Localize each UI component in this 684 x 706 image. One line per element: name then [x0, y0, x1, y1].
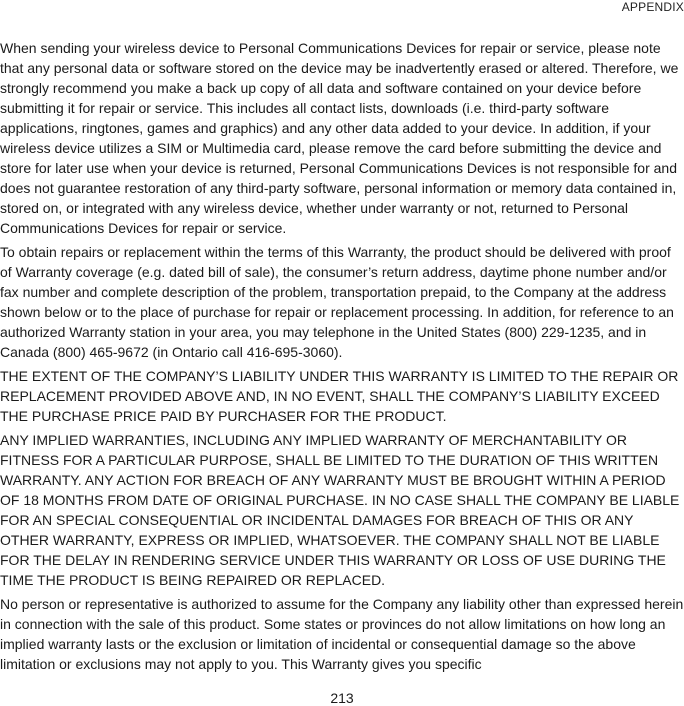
paragraph-liability-limit: THE EXTENT OF THE COMPANY’S LIABILITY UNDER THIS WARRANTY IS LIMITED TO THE REPAIR OR REPLACEMENT PROVIDED ABOVE AND, IN NO EVENT, SHALL THE COMPANY’S LIABILITY EXCEED THE PURCHASE PRICE PAID BY PURCHASER FOR THE PRODUCT.	[0, 368, 679, 424]
section-header: APPENDIX	[621, 0, 684, 14]
page-number: 213	[330, 690, 354, 706]
document-body	[0, 38, 684, 678]
paragraph-repair-procedure: To obtain repairs or replacement within the terms of this Warranty, the product should be delivered with proof of Warranty coverage (e.g. dated bill of sale), the consumer’s return address, daytime phone number and/or fax number and complete description of the problem, transportation prepaid, to the Company at the address shown below or to the place of purchase for repair or replacement processing. In addition, for reference to an authorized Warranty station in your area, you may telephone in the United States (800) 229-1235, and in Canada (800) 465-9672 (in Ontario call 416-695-3060).	[0, 244, 674, 360]
paragraph-no-representative: No person or representative is authorized to assume for the Company any liability other than expressed herein in connection with the sale of this product. Some states or provinces do not allow limitations on how long an implied warranty lasts or the exclusion or limitation of incidental or consequential damage so the above limitation or exclusions may not apply to you. This Warranty gives you specific	[0, 596, 684, 672]
paragraph-implied-warranties: ANY IMPLIED WARRANTIES, INCLUDING ANY IMPLIED WARRANTY OF MERCHANTABILITY OR FITNESS FOR A PARTICULAR PURPOSE, SHALL BE LIMITED TO THE DURATION OF THIS WRITTEN WARRANTY. ANY ACTION FOR BREACH OF ANY WARRANTY MUST BE BROUGHT WITHIN A PERIOD OF 18 MONTHS FROM DATE OF ORIGINAL PURCHASE. IN NO CASE SHALL THE COMPANY BE LIABLE FOR AN SPECIAL CONSEQUENTIAL OR INCIDENTAL DAMAGES FOR BREACH OF THIS OR ANY OTHER WARRANTY, EXPRESS OR IMPLIED, WHATSOEVER. THE COMPANY SHALL NOT BE LIABLE FOR THE DELAY IN RENDERING SERVICE UNDER THIS WARRANTY OR LOSS OF USE DURING THE TIME THE PRODUCT IS BEING REPAIRED OR REPLACED.	[0, 432, 680, 588]
paragraph-data-backup: When sending your wireless device to Personal Communications Devices for repair or service, please note that any personal data or software stored on the device may be inadvertently erased or altered. Therefore, we strongly recommend you make a back up copy of all data and software contained on your device before submitting it for repair or service. This includes all contact lists, downloads (i.e. third-party software applications, ringtones, games and graphics) and any other data added to your device. In addition, if your wireless device utilizes a SIM or Multimedia card, please remove the card before submitting the device and store for later use when your device is returned, Personal Communications Devices is not responsible for and does not guarantee restoration of any third-party software, personal information or memory data contained in, stored on, or integrated with any wireless device, whether under warranty or not, returned to Personal Communications Devices for repair or service.	[0, 40, 679, 236]
